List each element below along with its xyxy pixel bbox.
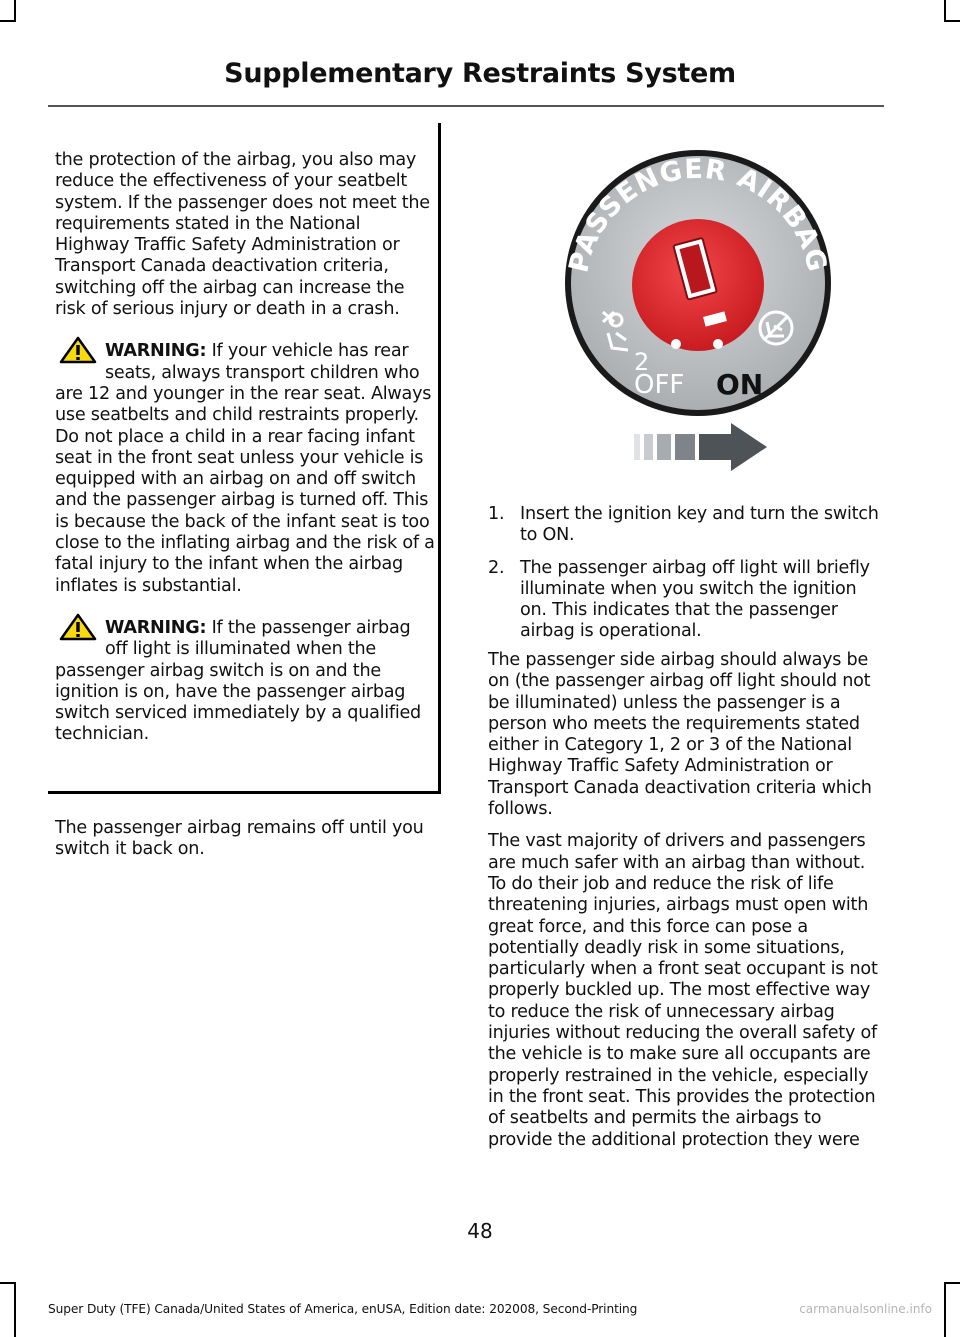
passenger-airbag-switch-figure [556,150,839,490]
crop-mark [944,20,960,22]
position-dot [671,339,681,349]
step-number: 2. [488,557,505,578]
page-title: Supplementary Restraints System [224,58,736,89]
position-number: 2 [634,348,650,376]
footer-edition-text: Super Duty (TFE) Canada/United States of America, enUSA, Edition date: 202008, Second-Printing [48,1302,638,1316]
crop-mark [0,1282,16,1284]
warning-text: If the passenger airbag off light is illuminated when the passenger airbag switch is on and the ignition is on, have the passenger airbag switch serviced immediately by a qualified technician. [55,617,421,745]
crop-mark [944,0,946,22]
step-text: Insert the ignition key and turn the switch to ON. [520,504,879,546]
crop-mark [14,0,16,22]
header-divider [48,105,884,107]
right-paragraph-2: The vast majority of drivers and passengers are much safer with an airbag than without. To do their job and reduce the risk of life threatening injuries, airbags must open with great force, and this force can pose a potentially deadly risk in some situations, particularly when a front seat occupant is not properly buckled up. The most effective way to reduce the risk of unnecessary airbag injuries without reducing the overall safety of the vehicle is to make sure all occupants are properly restrained in the vehicle, especially in the front seat. This provides the protection of seatbelts and permits the airbags to provide the additional protection they were [488,831,878,1150]
warning-label: WARNING: [105,617,207,638]
crop-mark [14,1282,16,1337]
position-dot [713,339,723,349]
warning-text: If your vehicle has rear seats, always transport children who are 12 and younger in the rear seat. Always use seatbelts and child restraints properly. Do not place a child in a rear facing infant seat in the front seat unless your vehicle is equipped with an airbag on and off switch and the passenger airbag is turned off. This is because the back of the infant seat is too close to the inflating airbag and the risk of a fatal injury to the infant when the airbag inflates is substantial. [55,341,435,596]
intro-paragraph: the protection of the airbag, you also may reduce the effectiveness of your seatbelt system. If the passenger does not meet the requirements stated in the National Highway Traffic Safety Administration or Transport Canada deactivation criteria, switching off the airbag can increase the risk of serious injury or death in a crash. [55,150,430,320]
warning-block-2 [55,618,438,746]
instruction-steps [488,504,883,654]
warning-label: WARNING: [105,341,207,362]
warning-paragraph-2 [55,618,438,746]
direction-arrow-icon [634,423,767,471]
after-box-paragraph: The passenger airbag remains off until you switch it back on. [55,818,424,860]
off-label: OFF [634,370,685,400]
left-column [55,150,438,746]
right-paragraph-1: The passenger side airbag should always be on (the passenger airbag off light should not be illuminated) unless the passenger is a person who meets the requirements stated either in Category 1, 2 or 3 of the National Highway Traffic Safety Administration or Transport Canada deactivation criteria which follows. [488,650,872,820]
crop-mark [0,20,16,22]
step-number: 1. [488,504,505,524]
warning-triangle-icon [55,335,101,365]
on-label: ON [716,368,764,401]
crop-mark [944,1282,960,1284]
right-body [488,650,883,1162]
watermark: carmanualsonline.info [799,1302,932,1316]
list-item [488,558,883,643]
warning-triangle-icon [55,612,101,642]
warning-paragraph-1 [55,341,438,597]
crop-mark [944,1282,946,1337]
dial-ring-label: PASSENGER AIRBAG [563,153,833,276]
warning-block-1 [55,341,438,597]
step-text: The passenger airbag off light will briefly illuminate when you switch the ignition on. This indicates that the passenger airbag is operational. [520,557,870,642]
list-item [488,504,883,547]
page-number: 48 [467,1219,493,1243]
